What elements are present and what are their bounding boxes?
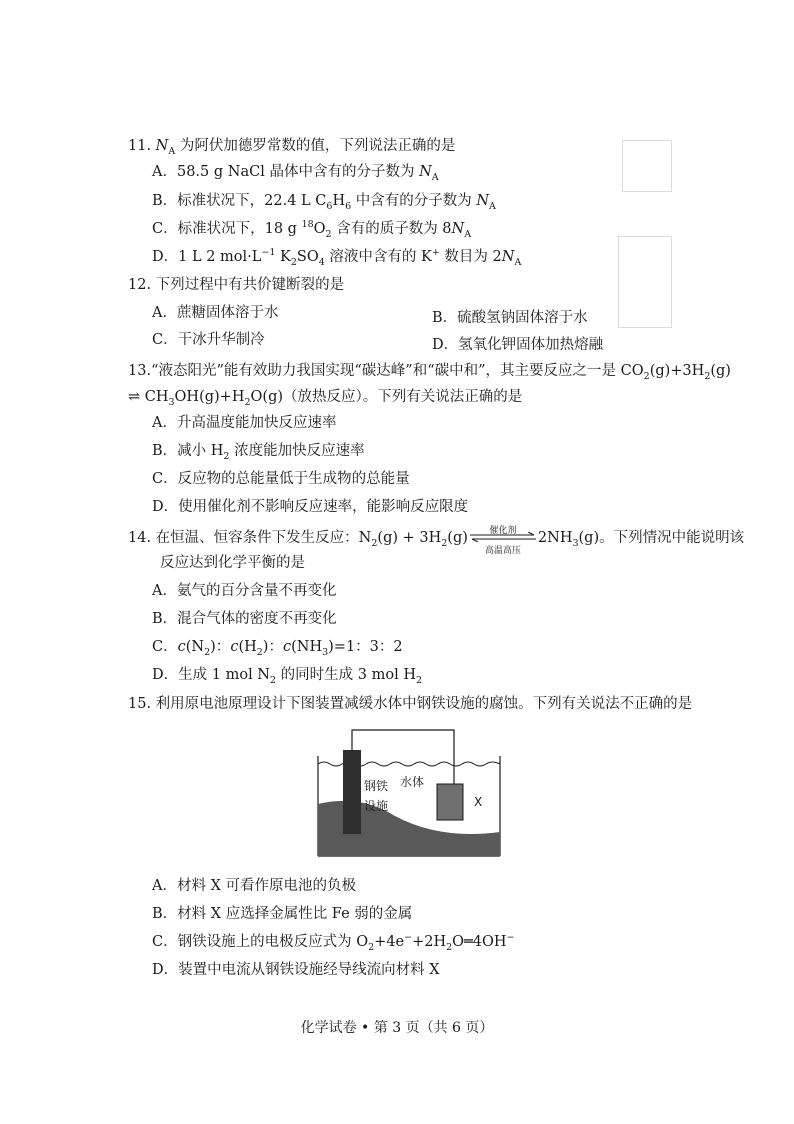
q15-option-d[interactable]: D．装置中电流从钢铁设施经导线流向材料 X	[152, 962, 440, 978]
q14-option-b[interactable]: B．混合气体的密度不再变化	[152, 611, 337, 627]
q12-option-d[interactable]: D．氢氧化钾固体加热熔融	[432, 337, 604, 353]
q13-option-a[interactable]: A．升高温度能加快反应速率	[152, 415, 337, 431]
q12-option-c[interactable]: C．干冰升华制冷	[152, 332, 265, 348]
question-12-stem: 12. 下列过程中有共价键断裂的是	[128, 277, 345, 293]
q11-option-d[interactable]: D．1 L 2 $mol\cdot L^{-1}$ $K_2SO_4$ 溶液中含有的 K+ 数目为 $2N_A$	[152, 247, 522, 268]
q12-option-b[interactable]: B．硫酸氢钠固体溶于水	[432, 310, 588, 326]
bleed-through-box	[618, 236, 672, 328]
q11-option-c[interactable]: C．标准状况下，18 g $^{18}O_2$ 含有的质子数为 $8N_A$	[152, 219, 472, 240]
q12-option-a[interactable]: A．蔗糖固体溶于水	[152, 305, 279, 321]
q15-option-a[interactable]: A．材料 X 可看作原电池的负极	[152, 878, 357, 894]
question-14-stem-line1: 14. 在恒温、恒容条件下发生反应：$N_2(g) + 3H_2(g)$ 催化剂 高温高压 $2NH_3(g)$。下列情况中能说明该	[128, 526, 745, 556]
question-13-stem-line1: 13.“液态阳光”能有效助力我国实现“碳达峰”和“碳中和”，其主要反应之一是 $CO_2(g)+3H_2(g)$	[128, 363, 731, 382]
q15-option-c[interactable]: C．钢铁设施上的电极反应式为 $O_2+4e^-+2H_2O═4OH^-$	[152, 932, 515, 953]
steel-label-2: 设施	[364, 799, 389, 813]
question-14-stem-line2: 反应达到化学平衡的是	[160, 555, 305, 571]
steel-facility	[343, 750, 361, 834]
equilibrium-arrow: 催化剂 高温高压	[468, 527, 538, 549]
q11-option-a[interactable]: A．58.5 g NaCl 晶体中含有的分子数为 $N_A$	[152, 164, 439, 183]
q11-option-b[interactable]: B．标准状况下，22.4 L $C_6H_6$ 中含有的分子数为 $N_A$	[152, 193, 496, 212]
q14-option-d[interactable]: D．生成 1 mol $N_2$ 的同时生成 3 mol $H_2$	[152, 667, 423, 686]
material-x-label: X	[474, 795, 483, 809]
q13-option-b[interactable]: B．减小 $H_2$ 浓度能加快反应速率	[152, 443, 365, 462]
page-footer: 化学试卷 • 第 3 页（共 6 页）	[300, 1020, 494, 1036]
steel-label-1: 钢铁	[364, 779, 389, 793]
question-11-stem: 11. $N_A$ 为阿伏加德罗常数的值，下列说法正确的是	[128, 138, 456, 157]
q13-option-d[interactable]: D．使用催化剂不影响反应速率，能影响反应限度	[152, 499, 469, 515]
material-x-block	[437, 784, 463, 820]
question-13-stem-line2: ⇌ $CH_3OH(g)+H_2O(g)$（放热反应）。下列有关说法正确的是	[128, 389, 523, 408]
water-label: 水体	[400, 775, 425, 789]
bleed-through-box	[622, 140, 672, 192]
q15-option-b[interactable]: B．材料 X 应选择金属性比 Fe 弱的金属	[152, 906, 413, 922]
corrosion-apparatus-diagram	[300, 716, 520, 866]
q14-option-a[interactable]: A．氨气的百分含量不再变化	[152, 583, 337, 599]
question-15-stem: 15. 利用原电池原理设计下图装置减缓水体中钢铁设施的腐蚀。下列有关说法不正确的是	[128, 696, 693, 712]
q13-option-c[interactable]: C．反应物的总能量低于生成物的总能量	[152, 471, 410, 487]
q14-option-c[interactable]: C．$c(N_2)$：$c(H_2)$：$c(NH_3)=1$：3：2	[152, 639, 403, 658]
